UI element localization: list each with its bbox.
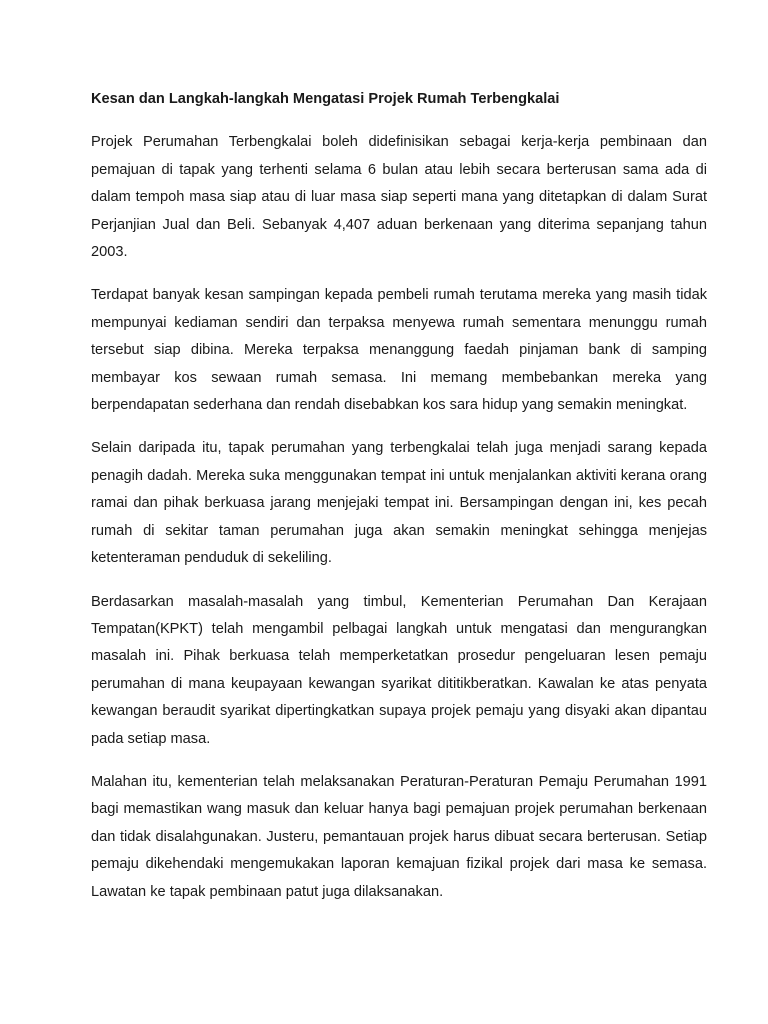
document-title: Kesan dan Langkah-langkah Mengatasi Projek Rumah Terbengkalai: [91, 91, 560, 107]
document-body: [91, 86, 707, 922]
paragraph-kpkt-measures: Berdasarkan masalah-masalah yang timbul, Kementerian Perumahan Dan Kerajaan Tempatan(KPKT) telah mengambil pelbagai langkah untuk mengatasi dan mengurangkan masalah ini. Pihak berkuasa telah memperketatkan prosedur pengeluaran lesen pemaju perumahan di mana keupayaan kewangan syarikat dititikberatkan. Kawalan ke atas penyata kewangan beraudit syarikat dipertingkatkan supaya projek pemaju yang disyaki akan dipantau pada setiap masa.: [91, 593, 707, 747]
paragraph-effects-social: Selain daripada itu, tapak perumahan yang terbengkalai telah juga menjadi sarang kepada penagih dadah. Mereka suka menggunakan tempat ini untuk menjalankan aktiviti kerana orang ramai dan pihak berkuasa jarang menjejaki tempat ini. Bersampingan dengan ini, kes pecah rumah di sekitar taman perumahan juga akan semakin meningkat sehingga menjejas ketenteraman penduduk di sekeliling.: [91, 440, 707, 567]
paragraph-effects-buyers: Terdapat banyak kesan sampingan kepada pembeli rumah terutama mereka yang masih tidak mempunyai kediaman sendiri dan terpaksa menyewa rumah sementara menunggu rumah tersebut siap dibina. Mereka terpaksa menanggung faedah pinjaman bank di samping membayar kos sewaan rumah semasa. Ini memang membebankan mereka yang berpendapatan sederhana dan rendah disebabkan kos sara hidup yang semakin meningkat.: [91, 287, 707, 414]
paragraph-definition: Projek Perumahan Terbengkalai boleh didefinisikan sebagai kerja-kerja pembinaan dan pemajuan di tapak yang terhenti selama 6 bulan atau lebih secara berterusan sama ada di dalam tempoh masa siap atau di luar masa siap seperti mana yang ditetapkan di dalam Surat Perjanjian Jual dan Beli. Sebanyak 4,407 aduan berkenaan yang diterima sepanjang tahun 2003.: [91, 134, 707, 261]
paragraph-regulations: Malahan itu, kementerian telah melaksanakan Peraturan-Peraturan Pemaju Perumahan 1991 bagi memastikan wang masuk dan keluar hanya bagi pemajuan projek perumahan berkenaan dan tidak disalahgunakan. Justeru, pemantauan projek harus dibuat secara berterusan. Setiap pemaju dikehendaki mengemukakan laporan kemajuan fizikal projek dari masa ke semasa. Lawatan ke tapak pembinaan patut juga dilaksanakan.: [91, 773, 707, 900]
